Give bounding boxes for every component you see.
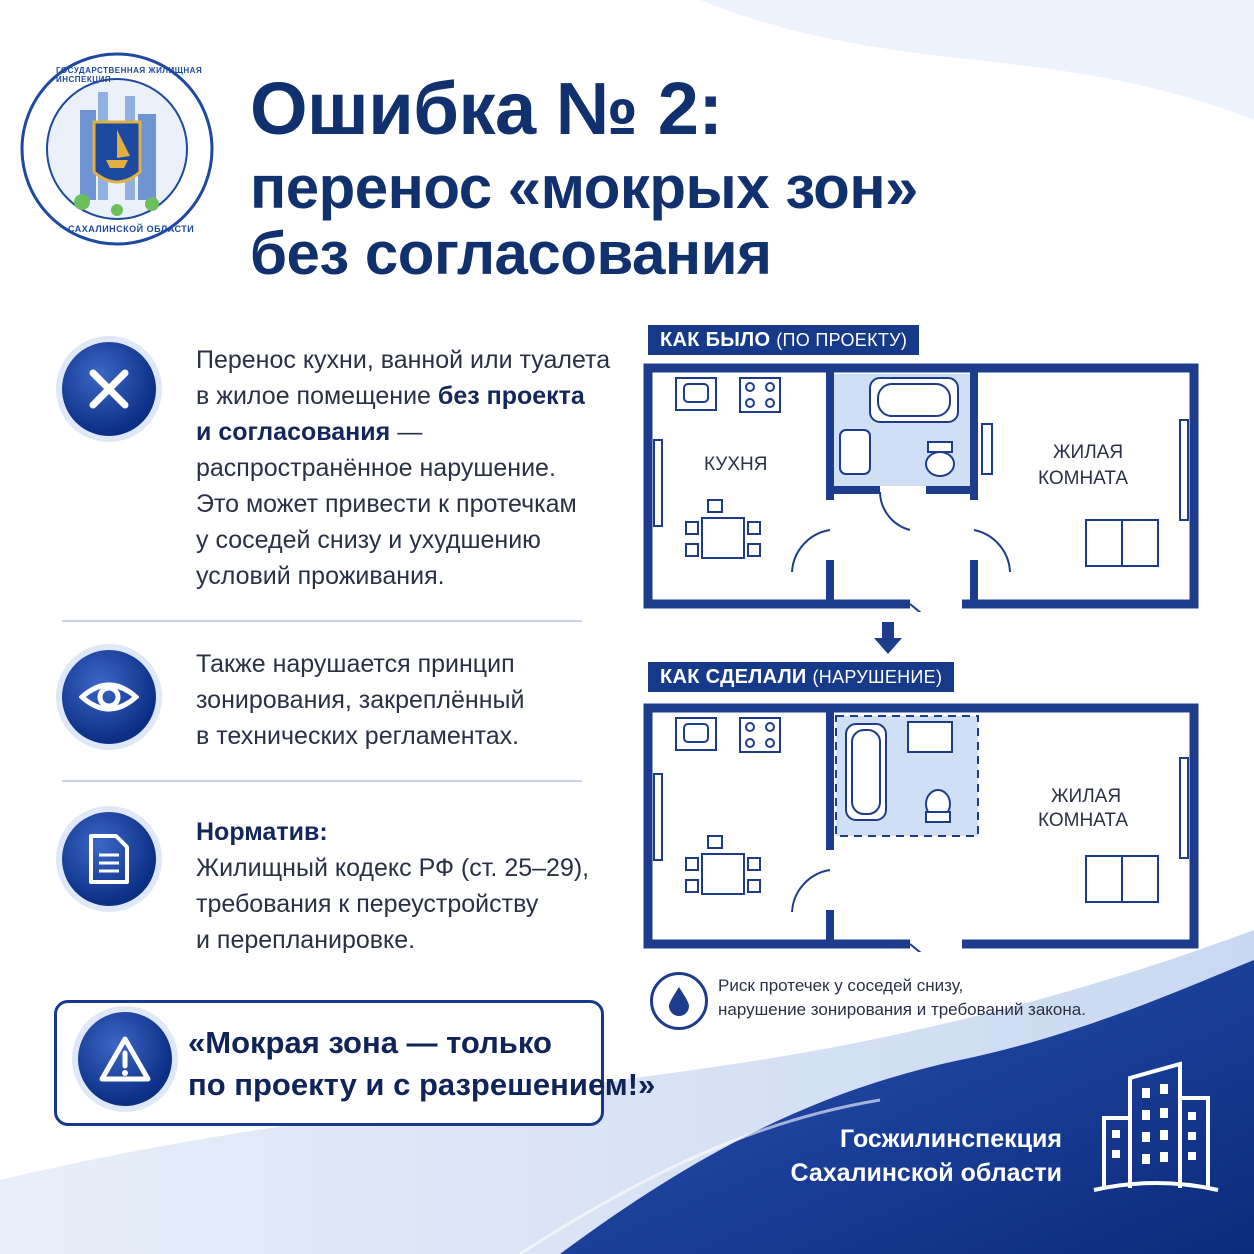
arrow-down-icon xyxy=(870,620,906,656)
page-title xyxy=(250,67,918,287)
violation-description xyxy=(196,342,610,594)
warning-line-2: по проекту и с разрешением!» xyxy=(188,1067,656,1102)
title-line-3: без согласования xyxy=(250,220,772,287)
eye-icon xyxy=(62,650,156,744)
building-icon xyxy=(1090,1058,1222,1198)
document-icon xyxy=(62,812,156,906)
footer-line-1: Госжилинспекция xyxy=(840,1125,1062,1153)
warning-text xyxy=(188,1022,655,1106)
risk-line-2: нарушение зонирования и требований закона. xyxy=(718,1000,1086,1019)
floor-plan-after xyxy=(640,700,1202,952)
emblem-text-bottom: САХАЛИНСКОЙ ОБЛАСТИ xyxy=(68,224,195,234)
divider xyxy=(62,780,582,782)
room-label-line-2: КОМНАТА xyxy=(1038,468,1129,489)
plan-after-sub: (НАРУШЕНИЕ) xyxy=(812,667,943,687)
plan-after-label xyxy=(648,662,954,692)
norm-heading: Норматив: xyxy=(196,818,328,846)
violation-text-end: — распространённое нарушение. Это может привести к протечкам у соседей снизу и ухудшению условий проживания. xyxy=(196,418,577,590)
plan-after-title: КАК СДЕЛАЛИ xyxy=(660,666,807,688)
warning-line-1: «Мокрая зона — только xyxy=(188,1025,552,1060)
footer-line-2: Сахалинской области xyxy=(790,1159,1062,1187)
floor-plan-before xyxy=(640,360,1202,612)
divider xyxy=(62,620,582,622)
footer-org-name xyxy=(791,1122,1062,1190)
kitchen-label: КУХНЯ xyxy=(704,454,768,475)
emblem-text-top: ГОСУДАРСТВЕННАЯ ЖИЛИЩНАЯ ИНСПЕКЦИЯ xyxy=(56,66,203,84)
norm-block xyxy=(196,814,589,958)
close-icon xyxy=(62,342,156,436)
violation-text-bold: без проекта и согласования xyxy=(196,382,585,446)
title-line-2: перенос «мокрых зон» xyxy=(250,154,918,221)
plan-before-sub: (ПО ПРОЕКТУ) xyxy=(776,330,908,350)
room-label-line-1: ЖИЛАЯ xyxy=(1051,786,1122,807)
room-label-line-2: КОМНАТА xyxy=(1038,810,1129,831)
violation-text-start: Перенос кухни, ванной или туалета в жилое помещение xyxy=(196,346,611,410)
plan-before-label xyxy=(648,325,919,355)
risk-text xyxy=(718,974,1086,1022)
risk-line-1: Риск протечек у соседей снизу, xyxy=(718,976,964,995)
room-label-line-1: ЖИЛАЯ xyxy=(1053,442,1124,463)
title-line-1: Ошибка № 2: xyxy=(250,67,723,150)
water-drop-icon xyxy=(650,972,708,1030)
plan-before-title: КАК БЫЛО xyxy=(660,329,771,351)
warning-icon xyxy=(78,1012,172,1106)
zoning-text: Также нарушается принцип зонирования, закреплённый в технических регламентах. xyxy=(196,650,525,750)
norm-text: Жилищный кодекс РФ (ст. 25–29), требования к переустройству и перепланировке. xyxy=(196,854,590,954)
emblem-ring-text xyxy=(20,52,214,246)
